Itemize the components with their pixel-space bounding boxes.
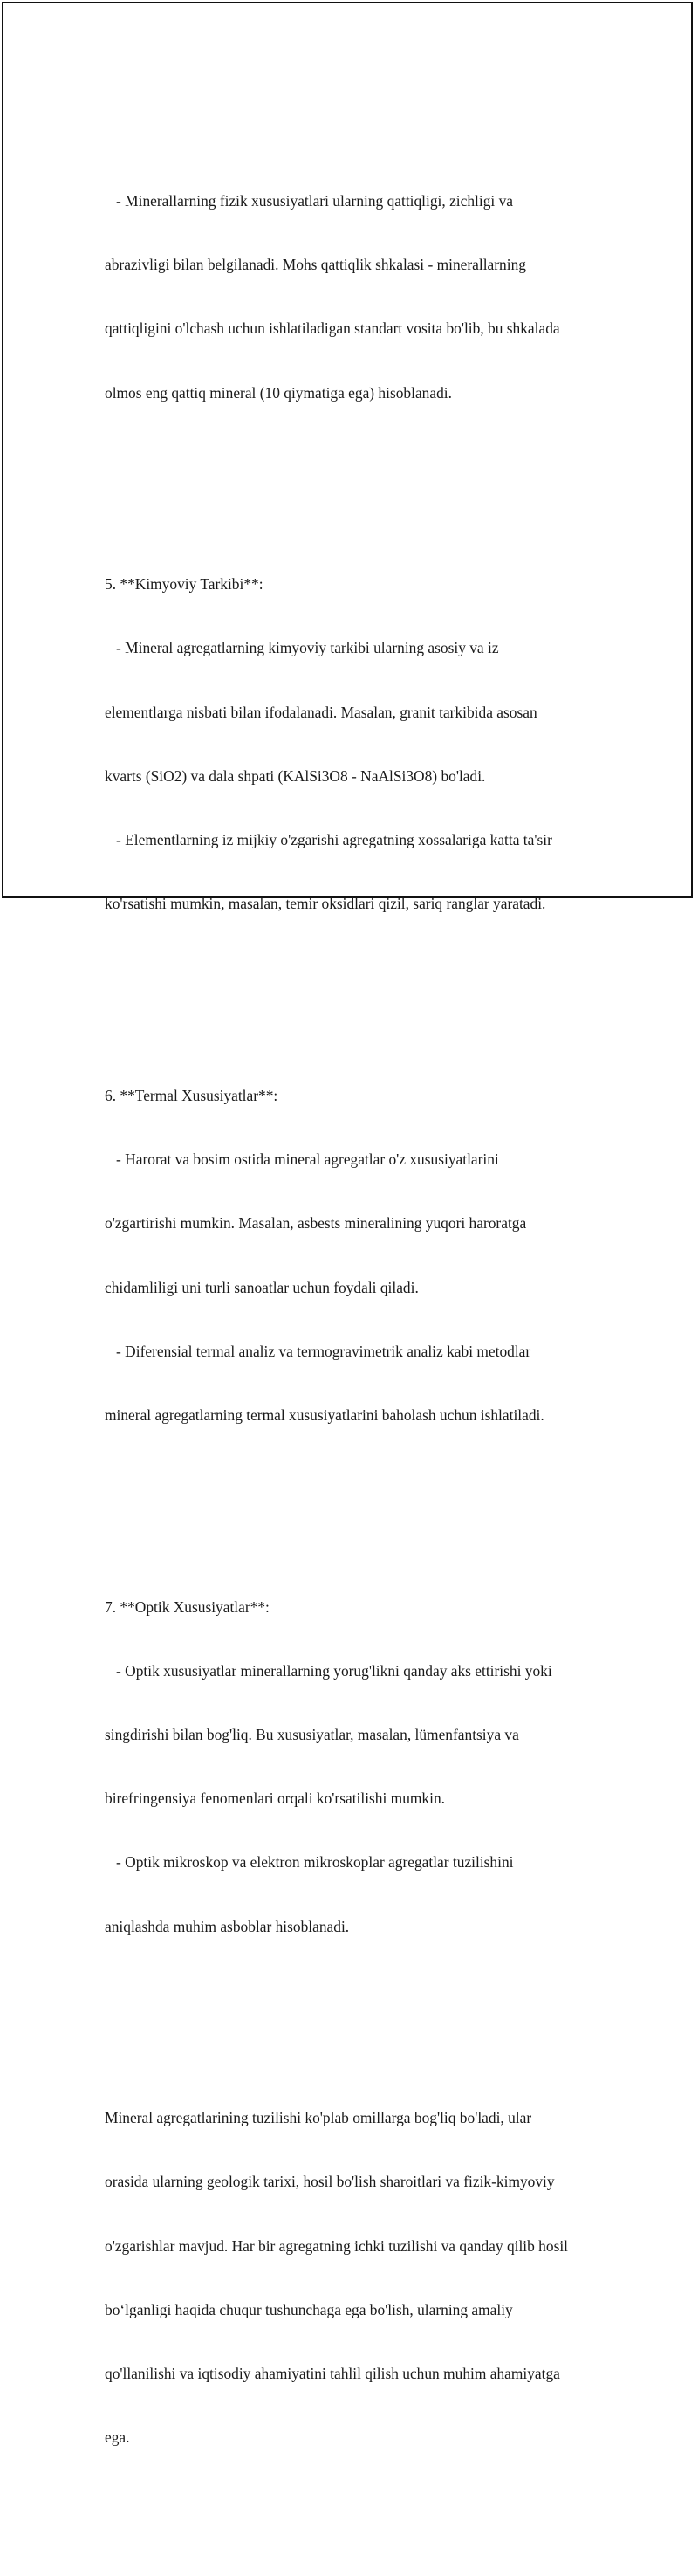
text-line: aniqlashda muhim asboblar hisoblanadi.	[105, 1917, 350, 1935]
text-line: birefringensiya fenomenlari orqali ko'rsatilishi mumkin.	[105, 1789, 445, 1808]
text-line: o'zgarishlar mavjud. Har bir agregatning ichki tuzilishi va qanday qilib hosil	[105, 2236, 569, 2255]
text-line: qo'llanilishi va iqtisodiy ahamiyatini tahlil qilish uchun muhim ahamiyatga	[105, 2365, 560, 2382]
text-line: qattiqligini o'lchash uchun ishlatiladigan standart vosita bo'lib, bu shkalada	[105, 319, 560, 338]
section-heading: 7. **Optik Xususiyatlar**:	[105, 1597, 270, 1616]
text-line: bo‘lganligi haqida chuqur tushunchaga ega bo'lish, ularning amaliy	[105, 2300, 513, 2318]
document-page	[2, 2, 693, 2447]
section-thermal-properties	[105, 1042, 611, 1468]
paragraph-physical-properties	[105, 148, 611, 446]
text-line: Mineral agregatlarining tuzilishi ko'plab omillarga bog'liq bo'ladi, ular	[105, 2109, 532, 2127]
text-line: ko'rsatishi mumkin, masalan, temir oksidlari qizil, sariq ranglar yaratadi.	[105, 895, 546, 913]
text-line: - Minerallarning fizik xususiyatlari ularning qattiqligi, zichligi va	[105, 192, 513, 210]
text-line: - Harorat va bosim ostida mineral agregatlar o'z xususiyatlarini	[105, 1151, 499, 1169]
section-optical-properties	[105, 1554, 611, 1980]
section-chemical-composition	[105, 531, 611, 957]
text-line: ega.	[105, 2428, 130, 2447]
text-line: o'zgartirishi mumkin. Masalan, asbests mineralining yuqori haroratga	[105, 1214, 527, 1233]
text-line: - Mineral agregatlarning kimyoviy tarkibi ularning asosiy va iz	[105, 639, 499, 657]
text-line: abrazivligi bilan belgilanadi. Mohs qattiqlik shkalasi - minerallarning	[105, 256, 526, 274]
section-heading: 6. **Termal Xususiyatlar**:	[105, 1086, 278, 1104]
paragraph-conclusion	[105, 2064, 611, 2490]
text-line: orasida ularning geologik tarixi, hosil bo'lish sharoitlari va fizik-kimyoviy	[105, 2173, 555, 2191]
text-line: kvarts (SiO2) va dala shpati (KAlSi3O8 - NaAlSi3O8) bo'ladi.	[105, 766, 486, 785]
text-line: mineral agregatlarning termal xususiyatlarini baholash uchun ishlatiladi.	[105, 1405, 544, 1424]
document-body	[105, 84, 611, 2576]
text-line: elementlarga nisbati bilan ifodalanadi. Masalan, granit tarkibida asosan	[105, 703, 537, 721]
text-line: - Elementlarning iz mijkiy o'zgarishi agregatning xossalariga katta ta'sir	[105, 831, 552, 849]
text-line: singdirishi bilan bog'liq. Bu xususiyatlar, masalan, lümenfantsiya va	[105, 1725, 519, 1743]
text-line: olmos eng qattiq mineral (10 qiymatiga ega) hisoblanadi.	[105, 383, 452, 402]
text-line: - Diferensial termal analiz va termogravimetrik analiz kabi metodlar	[105, 1342, 531, 1360]
text-line: chidamliligi uni turli sanoatlar uchun foydali qiladi.	[105, 1278, 419, 1296]
text-line: - Optik mikroskop va elektron mikroskoplar agregatlar tuzilishini	[105, 1853, 514, 1872]
section-heading: 5. **Kimyoviy Tarkibi**:	[105, 575, 263, 594]
text-line: - Optik xususiyatlar minerallarning yorug'likni qanday aks ettirishi yoki	[105, 1661, 552, 1680]
